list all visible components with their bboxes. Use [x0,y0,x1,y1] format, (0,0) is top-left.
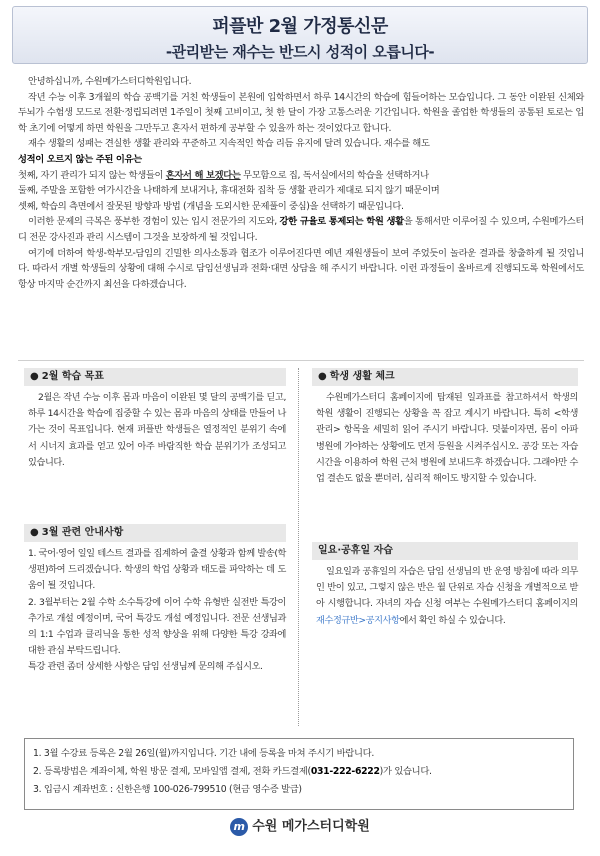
march-item-1: 1. 국어·영어 일일 테스트 결과를 집계하여 출결 상황과 함께 발송(학생편)하여 드리겠습니다. 학생의 학업 상황과 태도를 파악하는 데 도움이 될 것입니다. [28,548,286,592]
intro-paragraph-1: 작년 수능 이후 3개월의 학습 공백기를 거친 학생들이 본원에 입학하면서 하루 14시간의 학습에 힘들어하는 모습입니다. 그 동안 이완된 신체와 두뇌가 수험생 모드로 전환·정립되려면 1주일이 첫째 고비이고, 첫 한 달이 가장 고통스러운 기간입니다. 학원을 졸업한 학생들의 공통된 토로는 입학 초기에 어떻게 하면 학원을 그만두고 혼자서 편하게 공부할 수 있을까 하는 것이었다고 합니다. [18,91,584,134]
notice-line-3: 3. 입금시 계좌번호 : 신한은행 100-026-799510 (현금 영수증 발급) [33,784,302,795]
reason-2: 둘째, 주말을 포함한 여가시간을 나태하게 보내거나, 휴대전화 집착 등 생활 관리가 제대로 되지 않기 때문이며 [18,185,440,197]
reason-3: 셋째, 학습의 측면에서 잘못된 방향과 방법 (개념을 도외시한 문제풀이 중심)을 선택하기 때문입니다. [18,200,404,212]
march-item-2: 2. 3월부터는 2월 수학 소수특강에 이어 수학 유형반 실전반 특강이 추가로 개설 예정이며, 국어 특강도 개설 예정입니다. 전문 선생님과의 1:1 수업과 클리닉을 통한 성적 향상을 위해 다양한 특강 강좌에 대한 관심 부탁드립니다. [28,596,286,657]
p3-bold: 강한 규율로 통제되는 학원 생활 [279,216,404,228]
bullet-icon: ● [30,527,39,538]
holiday-body-pre: 일요일과 공휴일의 자습은 담임 선생님의 반 운영 방침에 따라 의무인 반이 있고, 그렇지 않은 반은 월 단위로 자습 신청을 개별적으로 받아 시행합니다. 자녀의 자습 신청 여부는 수원메가스터디 홈페이지의 [316,566,578,610]
goal-section-body: 2월은 작년 수능 이후 몸과 마음이 이완된 몇 달의 공백기를 딛고, 하루 14시간을 학습에 집중할 수 있는 몸과 마음의 상태를 만들어 나가는 것이 목표입니다. 현재 퍼플반 학생들은 열정적인 분위기 속에서 시너지 효과를 얻고 있어 아주 바람직한 학습 분위기가 조성되고 있습니다. [28,392,286,468]
p3-post: 을 통해서만 이루어질 수 있으며, 수원메가스터디 전문 강사진과 관리 시스템이 그것을 보장하게 될 것입니다. [18,216,584,243]
intro-paragraph-2 [18,136,584,167]
homepage-notice-link[interactable]: 재수정규반>공지사항 [316,614,400,626]
greeting: 안녕하십니까, 수원메가스터디학원입니다. [28,76,192,87]
notice-line-2 [33,763,565,781]
notice-line-2-pre: 2. 등록방법은 계좌이체, 학원 방문 결제, 모바일앱 결제, 전화 카드결제( [33,766,311,777]
intro-paragraph-2-text: 재수 생활의 성패는 견실한 생활 관리와 꾸준하고 지속적인 학습 리듬 유지에 달려 있습니다. 재수를 해도 [28,138,430,150]
tuition-notice-box [24,738,574,810]
life-section-title: 학생 생활 체크 [329,371,395,382]
academy-name: 수원 메가스터디학원 [252,819,370,834]
bullet-icon: ● [318,371,327,382]
intro-paragraph-4: 여기에 더하여 학생-학부모-담임의 긴밀한 의사소통과 협조가 이루어진다면 예년 재원생들이 보여 주었듯이 놀라운 결과를 창출하게 될 것입니다. 따라서 개별 학생들의 상황에 대해 수시로 담임선생님과 전화·대면 상담을 해 주시기 바랍니다. 이런 과정들이 올바르게 진행되도록 학원에서도 항상 마지막 순간까지 최선을 다하겠습니다. [18,247,584,290]
reason-1-underline: 혼자서 해 보겠다는 [165,169,241,181]
megastudy-logo-icon: m [230,818,248,836]
notice-line-2-post: )가 있습니다. [379,766,432,777]
intro-letter [18,74,584,292]
life-section-body: 수원메가스터디 홈페이지에 탑재된 일과표를 참고하셔서 학생의 학원 생활이 진행되는 상황을 꼭 잡고 계시기 바랍니다. 특히 <학생 관리> 항목을 세밀히 읽어 주시기 바랍니다. 덧붙이자면, 몸이 아파 병원에 가야하는 상황에도 먼저 등원을 시켜주십시오. 공강 또는 자습 시간을 이용하여 학원 근처 병원에 보내드후 하겠습니다. 그래야만 수업 결손도 없을 뿐더러, 심리적 해이도 방지할 수 있습니다. [316,392,578,485]
reason-1-post: 무모함으로 집, 독서실에서의 학습을 선택하거나 [240,169,429,181]
reason-1 [18,168,584,184]
notice-line-1: 1. 3월 수강료 등록은 2월 26일(월)까지입니다. 기간 내에 등록을 마쳐 주시기 바랍니다. [33,748,375,759]
intro-paragraph-3 [18,214,584,245]
bullet-icon: ● [30,371,39,382]
reason-1-pre: 첫째, 자기 관리가 되지 않는 학생들이 [18,169,166,181]
march-section-body [28,546,286,676]
footer-logo [0,816,600,838]
holiday-section-title: 일요·공휴일 자습 [318,545,393,556]
newsletter-title: 퍼플반 2월 가정통신문 [212,16,388,37]
holiday-section-header [312,542,578,560]
reasons-heading: 성적이 오르지 않는 주된 이유는 [18,153,142,165]
life-section-header [312,368,578,386]
p3-pre: 이러한 문제의 극복은 풍부한 경험이 있는 입시 전문가의 지도와, [28,216,280,228]
holiday-section-body [316,564,578,629]
phone-number: 031-222-6222 [310,766,380,777]
newsletter-header [12,6,588,64]
column-divider [298,368,299,726]
goal-section-title: 2월 학습 목표 [41,371,104,382]
section-divider [18,360,584,361]
march-item-3: 특강 관련 좀더 상세한 사항은 담임 선생님께 문의해 주십시오. [28,661,263,673]
newsletter-subtitle: -관리받는 재수는 반드시 성적이 오릅니다- [165,43,435,61]
goal-section-header [24,368,286,386]
march-section-title: 3월 관련 안내사항 [41,527,124,538]
march-section-header [24,524,286,542]
holiday-body-post: 에서 확인 하실 수 있습니다. [399,614,506,626]
